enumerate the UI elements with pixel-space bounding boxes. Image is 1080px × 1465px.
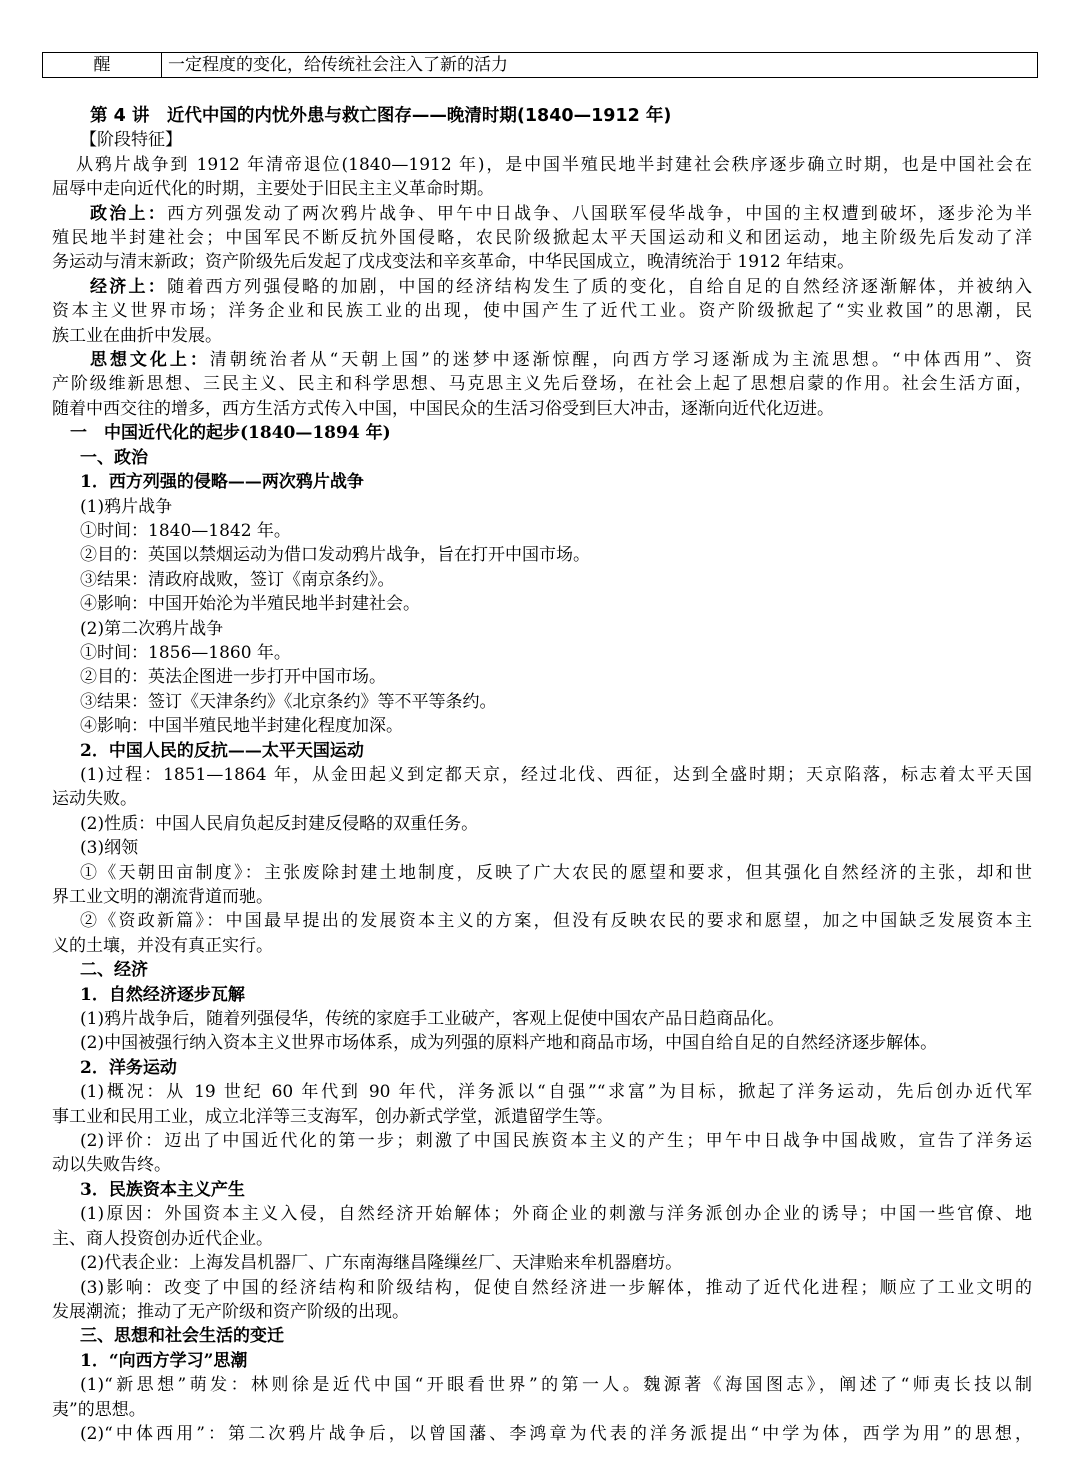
text-line: 义的土壤，并没有真正实行。 — [52, 935, 273, 956]
text-line: (1)鸦片战争后，随着列强侵华，传统的家庭手工业破产，客观上促使中国农产品日趋商品化。 — [80, 1009, 785, 1030]
text-line: ③结果：签订《天津条约》《北京条约》等不平等条约。 — [80, 691, 497, 712]
text-line: 一、政治 — [80, 447, 148, 468]
politics-line-3: 务运动与清末新政；资产阶级先后发起了戊戌变法和辛亥革命，中华民国成立，晚清统治于 1912 年结束。 — [52, 252, 855, 273]
text-line: ③结果：清政府战败，签订《南京条约》。 — [80, 569, 395, 590]
stage-heading: 【阶段特征】 — [80, 130, 182, 151]
table-cell-left: 醒 — [43, 53, 162, 77]
culture-line-3: 随着中西交往的增多，西方生活方式传入中国，中国民众的生活习俗受到巨大冲击，逐渐向近代化迈进。 — [52, 398, 834, 419]
intro-line-2: 屈辱中走向近代化的时期，主要处于旧民主主义革命时期。 — [52, 179, 494, 200]
text-line: 发展潮流；推动了无产阶级和资产阶级的出现。 — [52, 1301, 409, 1322]
text-line: ④影响：中国半殖民地半封建化程度加深。 — [80, 716, 403, 737]
text-line: 2．洋务运动 — [80, 1057, 177, 1078]
lecture-title: 第 4 讲 近代中国的内忧外患与救亡图存——晚清时期(1840—1912 年) — [90, 106, 672, 126]
text-line: 事工业和民用工业，成立北洋等三支海军，创办新式学堂，派遣留学生等。 — [52, 1106, 613, 1127]
text-line: (3)纲领 — [80, 838, 139, 859]
text-line: (1)“新思想”萌发：林则徐是近代中国“开眼看世界”的第一人。魏源著《海国图志》，阐述了“师夷长技以制 — [80, 1375, 1032, 1396]
politics-line-2: 殖民地半封建社会；中国军民不断反抗外国侵略，农民阶级掀起太平天国运动和义和团运动，地主阶级先后发动了洋 — [52, 228, 1032, 249]
text-line: 主、商人投资创办近代企业。 — [52, 1228, 273, 1249]
economy-line-2: 资本主义世界市场；洋务企业和民族工业的出现，使中国产生了近代工业。资产阶级掀起了“实业救国”的思潮，民 — [52, 301, 1032, 322]
text-line: 1．西方列强的侵略——两次鸦片战争 — [80, 472, 364, 493]
culture-text-1: 清朝统治者从“天朝上国”的迷梦中逐渐惊醒，向西方学习逐渐成为主流思想。“中体西用”、资 — [209, 350, 1032, 371]
text-line: 1．自然经济逐步瓦解 — [80, 984, 245, 1005]
economy-line-1 — [52, 275, 1032, 299]
text-line: 1．“向西方学习”思潮 — [80, 1350, 248, 1371]
text-line: (2)中国被强行纳入资本主义世界市场体系，成为列强的原料产地和商品市场，中国自给自足的自然经济逐步解体。 — [80, 1033, 938, 1054]
text-line: ①时间：1840—1842 年。 — [80, 520, 291, 541]
text-line: 2．中国人民的反抗——太平天国运动 — [80, 740, 364, 761]
text-line: 3．民族资本主义产生 — [80, 1179, 245, 1200]
text-line: (2)评价：迈出了中国近代化的第一步；刺激了中国民族资本主义的产生；甲午中日战争中国战败，宣告了洋务运 — [80, 1131, 1032, 1152]
text-line: (2)代表企业：上海发昌机器厂、广东南海继昌隆缫丝厂、天津贻来牟机器磨坊。 — [80, 1253, 683, 1274]
text-line: 二、经济 — [80, 960, 148, 981]
text-line: ①《天朝田亩制度》：主张废除封建土地制度，反映了广大农民的愿望和要求，但其强化自然经济的主张，却和世 — [80, 862, 1032, 883]
culture-label: 思想文化上： — [90, 350, 210, 371]
text-line: 界工业文明的潮流背道而驰。 — [52, 887, 273, 907]
text-line: (2)性质：中国人民肩负起反封建反侵略的双重任务。 — [80, 813, 479, 834]
economy-text-1: 随着西方列强侵略的加剧，中国的经济结构发生了质的变化，自给自足的自然经济逐渐解体，并被纳入 — [167, 276, 1033, 297]
politics-text-1: 西方列强发动了两次鸦片战争、甲午中日战争、八国联军侵华战争，中国的主权遭到破坏，逐步沦为半 — [167, 203, 1033, 224]
document-body — [52, 104, 1032, 1446]
text-line: (1)鸦片战争 — [80, 496, 173, 517]
content-lines — [52, 421, 1032, 1446]
intro-line-1: 从鸦片战争到 1912 年清帝退位(1840—1912 年)，是中国半殖民地半封建社会秩序逐步确立时期，也是中国社会在 — [76, 154, 1032, 175]
text-line: ④影响：中国开始沦为半殖民地半封建社会。 — [80, 594, 420, 615]
text-line: ②目的：英国以禁烟运动为借口发动鸦片战争，旨在打开中国市场。 — [80, 545, 590, 566]
text-line: (1)概况：从 19 世纪 60 年代到 90 年代，洋务派以“自强”“求富”为目标，掀起了洋务运动，先后创办近代军 — [80, 1082, 1032, 1103]
text-line: (1)过程：1851—1864 年，从金田起义到定都天京，经过北伐、西征，达到全盛时期；天京陷落，标志着太平天国 — [80, 764, 1032, 785]
text-line: ①时间：1856—1860 年。 — [80, 642, 291, 663]
economy-label: 经济上： — [90, 276, 168, 297]
text-line: ②目的：英法企图进一步打开中国市场。 — [80, 667, 386, 688]
text-line: 夷”的思想。 — [52, 1399, 146, 1420]
text-line: ②《资政新篇》：中国最早提出的发展资本主义的方案，但没有反映农民的要求和愿望，加之中国缺乏发展资本主 — [80, 911, 1032, 932]
text-line: (1)原因：外国资本主义入侵，自然经济开始解体；外商企业的刺激与洋务派创办企业的诱导；中国一些官僚、地 — [80, 1204, 1032, 1225]
text-line: (3)影响：改变了中国的经济结构和阶级结构，促使自然经济进一步解体，推动了近代化进程；顺应了工业文明的 — [80, 1277, 1032, 1298]
text-line: (2)第二次鸦片战争 — [80, 618, 224, 639]
text-line: 一 中国近代化的起步(1840—1894 年) — [70, 423, 391, 444]
text-line: 三、思想和社会生活的变迁 — [80, 1326, 284, 1347]
table-cell-right: 一定程度的变化，给传统社会注入了新的活力 — [168, 55, 508, 75]
text-line: 运动失败。 — [52, 789, 137, 810]
text-line: (2)“中体西用”：第二次鸦片战争后，以曾国藩、李鸿章为代表的洋务派提出“中学为体，西学为用”的思想， — [80, 1423, 1032, 1444]
culture-line-1 — [52, 348, 1032, 372]
economy-line-3: 族工业在曲折中发展。 — [52, 325, 222, 346]
top-table-row — [42, 52, 1038, 78]
culture-line-2: 产阶级维新思想、三民主义、民主和科学思想、马克思主义先后登场，在社会上起了思想启蒙的作用。社会生活方面， — [52, 374, 1032, 395]
politics-line-1 — [52, 202, 1032, 226]
text-line: 动以失败告终。 — [52, 1155, 171, 1176]
politics-label: 政治上： — [90, 203, 168, 224]
